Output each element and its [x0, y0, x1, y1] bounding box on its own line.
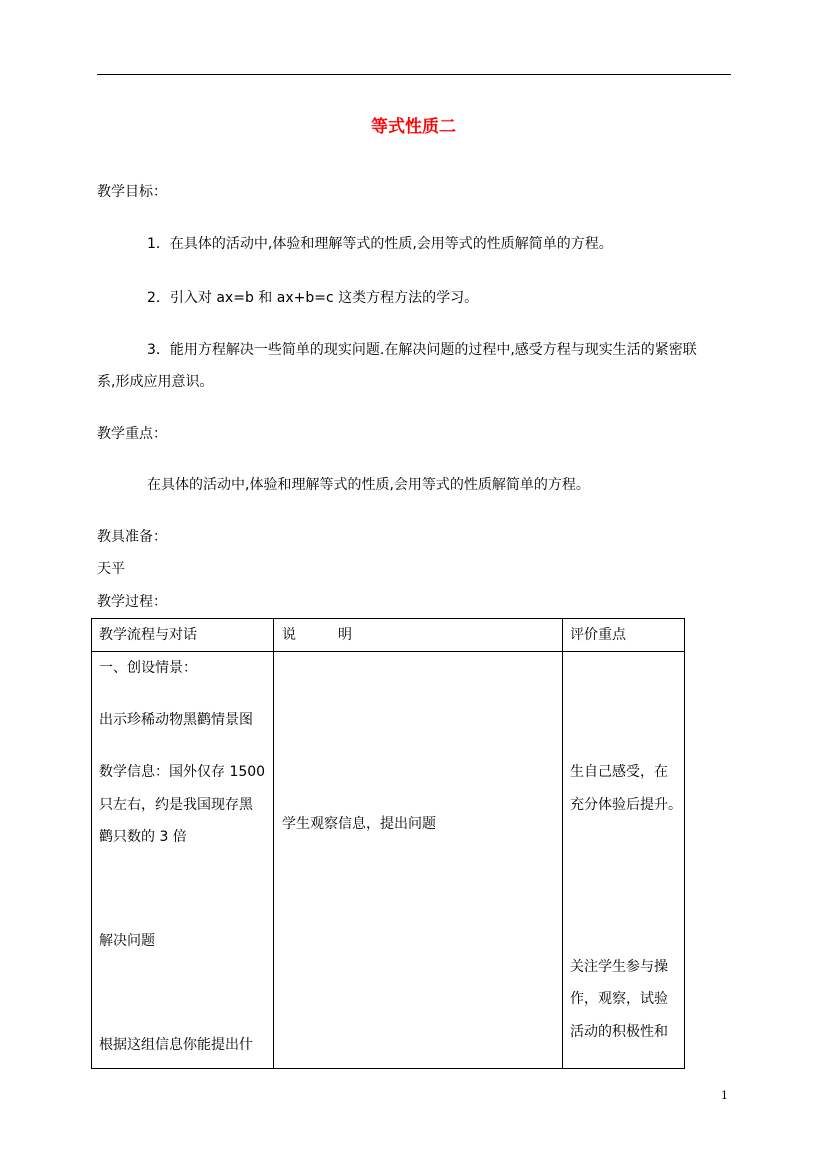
objective-item-1: 1．在具体的活动中,体验和理解等式的性质,会用等式的性质解简单的方程。 [147, 236, 613, 252]
flow-cell [92, 652, 274, 1069]
flow-line-1: 一、创设情景： [99, 660, 197, 676]
flow-line-3: 数学信息：国外仅存 1500 [99, 764, 266, 780]
column-header-note: 说 明 [282, 627, 352, 643]
objective-item-2: 2．引入对 ax=b 和 ax+b=c 这类方程方法的学习。 [147, 290, 479, 306]
column-header-flow: 教学流程与对话 [99, 627, 197, 643]
evaluation-line-4: 作，观察，试验 [570, 991, 668, 1007]
objectives-heading: 教学目标： [97, 184, 167, 200]
header-cell [92, 619, 274, 652]
flow-line-5: 鹳只数的 3 倍 [99, 829, 187, 845]
evaluation-line-1: 生自己感受，在 [570, 764, 668, 780]
process-heading: 教学过程： [97, 594, 167, 610]
table-row [92, 652, 685, 1069]
header-cell [563, 619, 685, 652]
flow-line-6: 解决问题 [99, 933, 155, 949]
note-line-1: 学生观察信息，提出问题 [282, 816, 436, 832]
evaluation-line-2: 充分体验后提升。 [570, 797, 682, 813]
page-title: 等式性质二 [371, 117, 456, 137]
flow-line-2: 出示珍稀动物黑鹳情景图 [99, 712, 253, 728]
header-cell [274, 619, 563, 652]
evaluation-line-3: 关注学生参与操 [570, 959, 668, 975]
column-header-evaluation: 评价重点 [570, 627, 626, 643]
flow-line-4: 只左右，约是我国现存黑 [99, 797, 253, 813]
tools-heading: 教具准备： [97, 529, 167, 545]
table-header-row [92, 619, 685, 652]
key-points-text: 在具体的活动中,体验和理解等式的性质,会用等式的性质解简单的方程。 [147, 477, 590, 493]
evaluation-cell [563, 652, 685, 1069]
note-cell [274, 652, 563, 1069]
objective-item-3-cont: 系,形成应用意识。 [97, 374, 214, 390]
process-table [91, 618, 685, 1069]
flow-line-7: 根据这组信息你能提出什 [99, 1037, 253, 1053]
page-number: 1 [721, 1089, 728, 1102]
key-points-heading: 教学重点： [97, 426, 167, 442]
objective-item-3: 3．能用方程解决一些简单的现实问题.在解决问题的过程中,感受方程与现实生活的紧密联 [147, 342, 697, 358]
evaluation-line-5: 活动的积极性和 [570, 1024, 668, 1040]
header-rule [97, 74, 731, 75]
tools-text: 天平 [97, 561, 125, 577]
